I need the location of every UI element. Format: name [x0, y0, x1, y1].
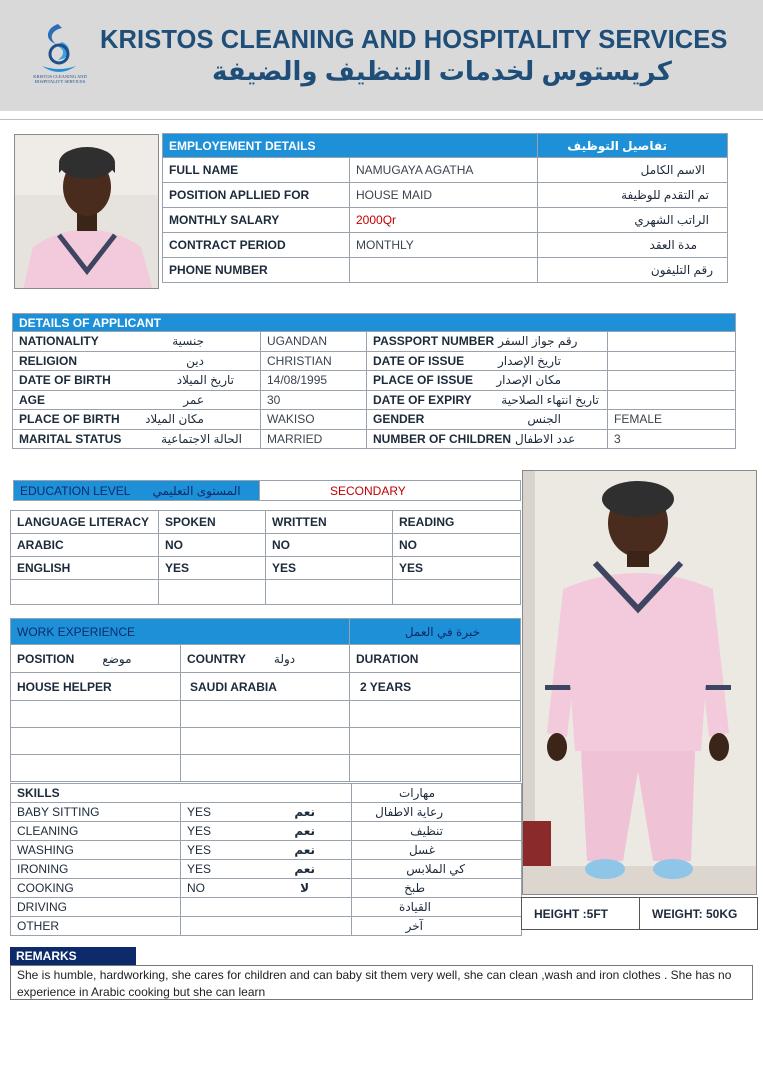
skill-value-arabic: نعم [294, 843, 316, 857]
skill-value: YES [187, 824, 212, 838]
experience-position [11, 701, 181, 728]
phone-number-label: PHONE NUMBER [163, 258, 350, 283]
monthly-salary-label-arabic: الراتب الشهري [538, 208, 728, 233]
skill-name-arabic: كي الملابس [352, 860, 522, 879]
date-of-issue-label: DATE OF ISSUE [373, 353, 465, 368]
nationality-label-arabic: جنسية [172, 334, 204, 349]
skill-value-arabic: لا [300, 881, 310, 895]
skill-name-arabic: رعاية الاطفال [352, 803, 522, 822]
education-level-value: SECONDARY [260, 481, 521, 501]
position-header: POSITION [17, 651, 75, 666]
age-label: AGE [19, 392, 46, 407]
work-experience-title: WORK EXPERIENCE [11, 619, 350, 645]
company-title-arabic: كريستوس لخدمات التنظيف والضيفة [212, 56, 672, 86]
height-value: HEIGHT :5FT [522, 898, 640, 929]
experience-position [11, 728, 181, 755]
employment-details-title: EMPLOYEMENT DETAILS [163, 134, 538, 158]
skill-value: NO [187, 881, 205, 895]
position-applied-label-arabic: تم التقدم للوظيفة [538, 183, 728, 208]
date-of-issue-value [608, 351, 736, 371]
height-weight-box [521, 897, 758, 930]
religion-label: RELIGION [19, 353, 78, 368]
experience-duration [350, 755, 521, 782]
skill-name: WASHING [11, 841, 181, 860]
work-experience-title-arabic: خبرة في العمل [350, 619, 521, 645]
applicant-details-title: DETAILS OF APPLICANT [13, 314, 736, 332]
language-reading: NO [393, 534, 521, 557]
applicant-full-body-photo [522, 470, 757, 895]
language-reading [393, 580, 521, 605]
skill-name-arabic: القيادة [352, 898, 522, 917]
skill-value-arabic: نعم [294, 862, 316, 876]
language-spoken: NO [159, 534, 266, 557]
logo-caption: KRISTOS CLEANING AND HOSPITALITY SERVICES [33, 74, 87, 84]
age-value: 30 [261, 390, 367, 410]
language-name: ARABIC [11, 534, 159, 557]
written-header: WRITTEN [266, 511, 393, 534]
skills-title-arabic: مهارات [352, 784, 522, 803]
language-literacy-table [10, 510, 521, 605]
skill-name: CLEANING [11, 822, 181, 841]
applicant-details-table [12, 313, 736, 449]
number-of-children-label: NUMBER OF CHILDREN [373, 431, 511, 446]
document-header [0, 0, 763, 111]
weight-value: WEIGHT: 50KG [652, 906, 738, 921]
experience-country [181, 701, 350, 728]
experience-duration [350, 701, 521, 728]
position-applied-value: HOUSE MAID [350, 183, 538, 208]
full-name-value: NAMUGAYA AGATHA [350, 158, 538, 183]
age-label-arabic: عمر [183, 392, 204, 407]
language-literacy-header: LANGUAGE LITERACY [11, 511, 159, 534]
nationality-value: UGANDAN [261, 332, 367, 352]
language-reading: YES [393, 557, 521, 580]
skill-name: IRONING [11, 860, 181, 879]
gender-label-arabic: الجنس [527, 412, 561, 427]
gender-value: FEMALE [608, 410, 736, 430]
work-experience-table [10, 618, 521, 782]
skill-name: COOKING [11, 879, 181, 898]
skill-value-arabic: نعم [294, 805, 316, 819]
position-header-arabic: موضع [102, 651, 132, 666]
experience-country [181, 728, 350, 755]
contract-period-label: CONTRACT PERIOD [163, 233, 350, 258]
passport-number-label-arabic: رقم جواز السفر [498, 334, 578, 349]
date-of-expiry-label-arabic: تاريخ انتهاء الصلاحية [501, 392, 599, 407]
passport-number-label: PASSPORT NUMBER [373, 334, 495, 349]
date-of-issue-label-arabic: تاريخ الإصدار [497, 353, 561, 368]
education-level-table [13, 480, 521, 501]
date-of-expiry-value [608, 390, 736, 410]
country-header: COUNTRY [187, 651, 246, 666]
reading-header: READING [393, 511, 521, 534]
contract-period-value: MONTHLY [350, 233, 538, 258]
gender-label: GENDER [373, 412, 425, 427]
education-level-label-arabic: المستوى التعليمي [152, 483, 241, 498]
contract-period-label-arabic: مدة العقد [538, 233, 728, 258]
experience-duration [350, 728, 521, 755]
religion-label-arabic: دين [186, 353, 204, 368]
language-name: ENGLISH [11, 557, 159, 580]
skills-title: SKILLS [11, 784, 352, 803]
place-of-issue-label: PLACE OF ISSUE [373, 373, 474, 388]
spoken-header: SPOKEN [159, 511, 266, 534]
skill-value-arabic: نعم [294, 824, 316, 838]
experience-country [181, 755, 350, 782]
experience-position: HOUSE HELPER [11, 673, 181, 701]
skill-name-arabic: آخر [352, 917, 522, 936]
language-written [266, 580, 393, 605]
date-of-birth-label: DATE OF BIRTH [19, 373, 111, 388]
experience-country: SAUDI ARABIA [181, 673, 350, 701]
date-of-birth-label-arabic: تاريخ الميلاد [176, 373, 234, 388]
employment-details-title-arabic: تفاصيل التوظيف [538, 134, 728, 158]
number-of-children-value: 3 [608, 429, 736, 449]
language-spoken: YES [159, 557, 266, 580]
company-title-english: KRISTOS CLEANING AND HOSPITALITY SERVICES [100, 26, 728, 54]
experience-position [11, 755, 181, 782]
marital-status-value: MARRIED [261, 429, 367, 449]
date-of-birth-value: 14/08/1995 [261, 371, 367, 391]
language-written: YES [266, 557, 393, 580]
monthly-salary-label: MONTHLY SALARY [163, 208, 350, 233]
skill-name: BABY SITTING [11, 803, 181, 822]
phone-number-label-arabic: رقم التليفون [538, 258, 728, 283]
skill-name-arabic: غسل [352, 841, 522, 860]
skills-table [10, 783, 522, 936]
header-divider [0, 119, 763, 120]
skill-name: DRIVING [11, 898, 181, 917]
remarks-title: REMARKS [10, 947, 136, 965]
date-of-expiry-label: DATE OF EXPIRY [373, 392, 472, 407]
monthly-salary-value: 2000Qr [350, 208, 538, 233]
marital-status-label-arabic: الحالة الاجتماعية [161, 431, 242, 446]
number-of-children-label-arabic: عدد الاطفال [515, 431, 576, 446]
marital-status-label: MARITAL STATUS [19, 431, 122, 446]
skill-name-arabic: طبخ [352, 879, 522, 898]
place-of-issue-label-arabic: مكان الإصدار [496, 373, 561, 388]
applicant-portrait-photo [14, 134, 159, 289]
place-of-birth-value: WAKISO [261, 410, 367, 430]
phone-number-value [350, 258, 538, 283]
religion-value: CHRISTIAN [261, 351, 367, 371]
passport-number-value [608, 332, 736, 352]
skill-value: YES [187, 805, 212, 819]
language-spoken [159, 580, 266, 605]
skill-value: YES [187, 843, 212, 857]
language-name [11, 580, 159, 605]
nationality-label: NATIONALITY [19, 334, 99, 349]
place-of-birth-label-arabic: مكان الميلاد [145, 412, 204, 427]
employment-details-table [162, 133, 728, 283]
skill-name: OTHER [11, 917, 181, 936]
duration-header: DURATION [356, 651, 419, 666]
position-applied-label: POSITION APLLIED FOR [163, 183, 350, 208]
full-name-label-arabic: الاسم الكامل [538, 158, 728, 183]
place-of-issue-value [608, 371, 736, 391]
language-written: NO [266, 534, 393, 557]
full-name-label: FULL NAME [163, 158, 350, 183]
country-header-arabic: دولة [273, 651, 296, 666]
place-of-birth-label: PLACE OF BIRTH [19, 412, 120, 427]
skill-name-arabic: تنظيف [352, 822, 522, 841]
experience-duration: 2 YEARS [350, 673, 521, 701]
skill-value: YES [187, 862, 212, 876]
remarks-text: She is humble, hardworking, she cares for children and can baby sit them very well, she can clean ,wash and iron clothes . She has no experience in Arabic cooking but she can learn [10, 965, 753, 1000]
education-level-label: EDUCATION LEVEL [20, 483, 131, 498]
